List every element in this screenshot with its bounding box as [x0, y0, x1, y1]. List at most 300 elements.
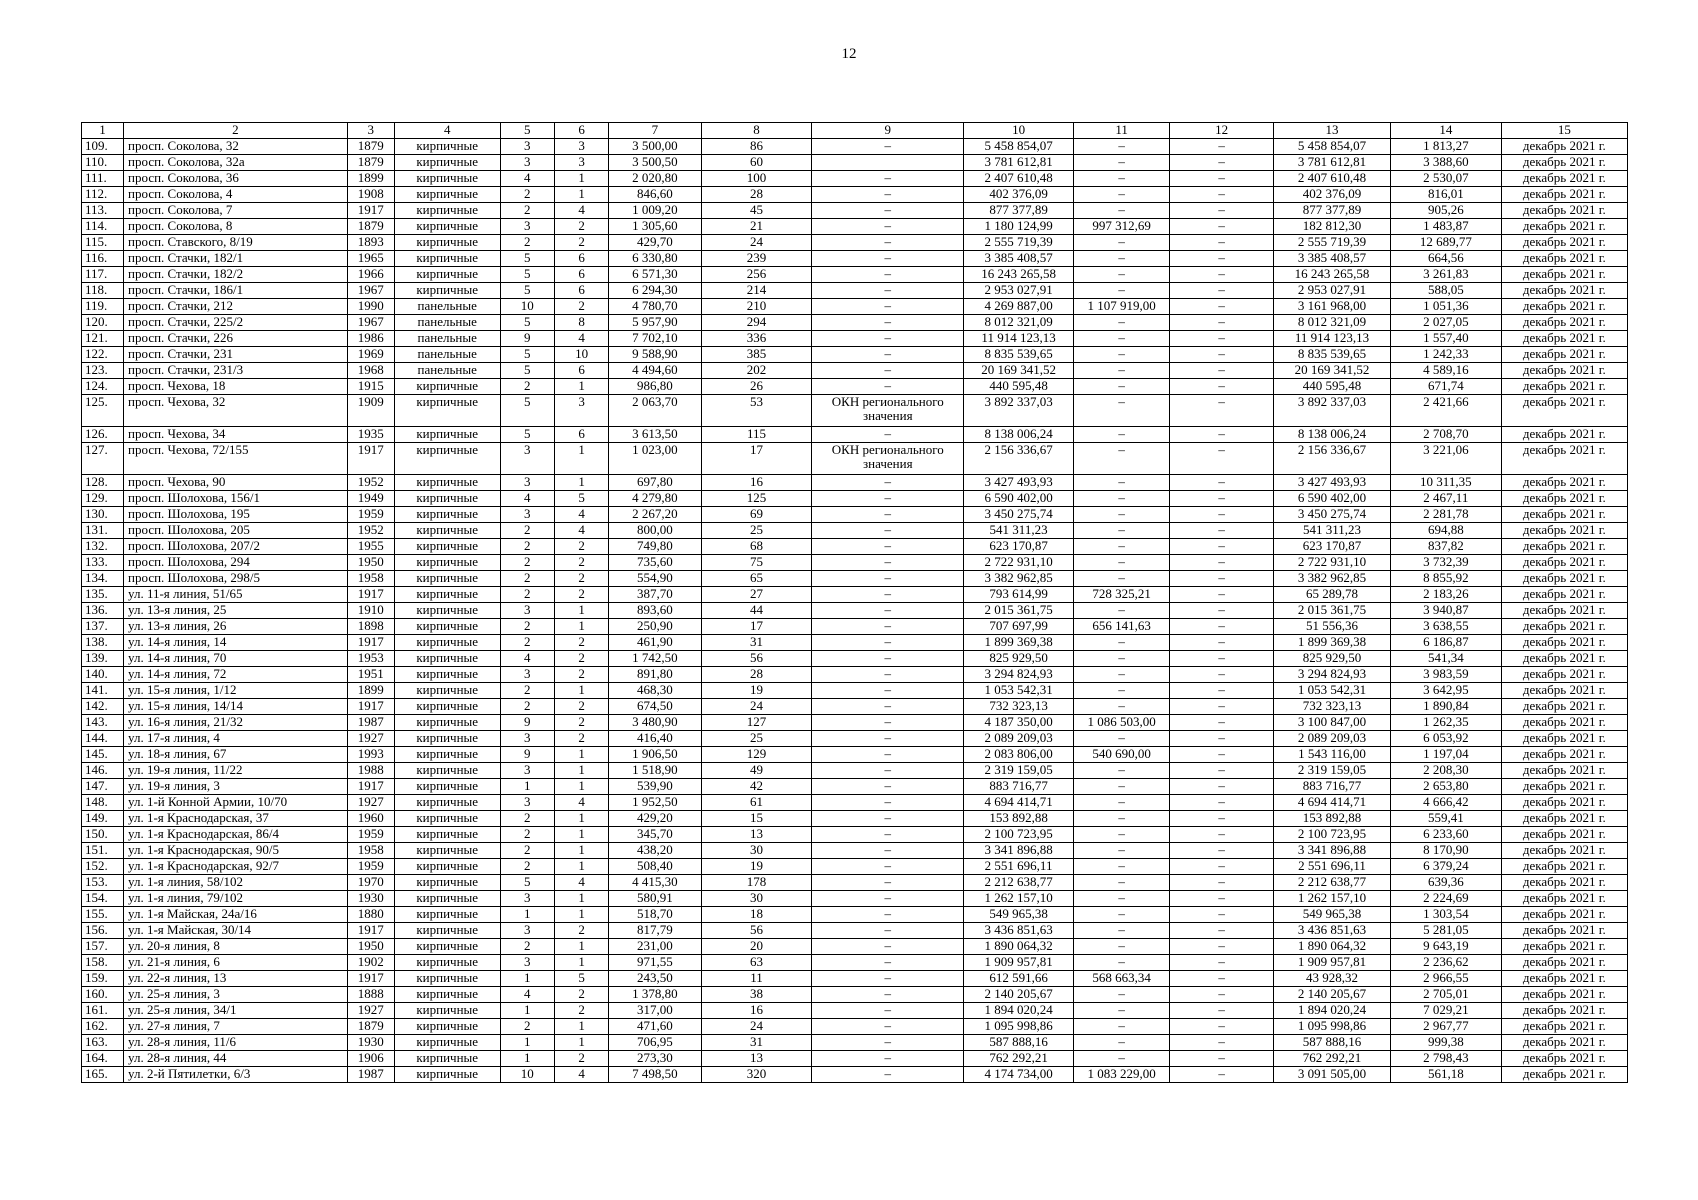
table-cell: кирпичные — [394, 1019, 500, 1035]
table-cell: 2 — [500, 827, 554, 843]
table-cell: кирпичные — [394, 795, 500, 811]
table-cell: – — [812, 475, 964, 491]
table-cell: декабрь 2021 г. — [1501, 843, 1627, 859]
table-cell: кирпичные — [394, 859, 500, 875]
table-cell: кирпичные — [394, 763, 500, 779]
table-cell: – — [812, 347, 964, 363]
table-cell: ул. 1-я Майская, 24а/16 — [124, 907, 348, 923]
table-cell: декабрь 2021 г. — [1501, 763, 1627, 779]
table-cell: 150. — [82, 827, 124, 843]
table-cell: 178 — [701, 875, 812, 891]
table-cell: 20 169 341,52 — [1273, 363, 1390, 379]
table-cell: 113. — [82, 203, 124, 219]
table-cell: 13 — [701, 1051, 812, 1067]
table-cell: 1 890 064,32 — [1273, 939, 1390, 955]
column-number: 4 — [394, 123, 500, 139]
table-cell: декабрь 2021 г. — [1501, 507, 1627, 523]
table-cell: 883 716,77 — [964, 779, 1074, 795]
table-cell: 1 262 157,10 — [1273, 891, 1390, 907]
table-cell: 20 — [701, 939, 812, 955]
table-cell: 231,00 — [609, 939, 701, 955]
table-cell: – — [1073, 235, 1169, 251]
table-cell: – — [1073, 635, 1169, 651]
table-row — [82, 571, 1628, 587]
table-row — [82, 955, 1628, 971]
table-cell: 3 — [500, 891, 554, 907]
table-cell: 6 — [554, 283, 608, 299]
table-cell: 1 — [554, 763, 608, 779]
table-cell: 3 — [500, 763, 554, 779]
table-cell: кирпичные — [394, 395, 500, 427]
table-cell: – — [812, 507, 964, 523]
table-cell: 554,90 — [609, 571, 701, 587]
table-row — [82, 491, 1628, 507]
table-cell: 60 — [701, 155, 812, 171]
table-cell: кирпичные — [394, 715, 500, 731]
column-number: 6 — [554, 123, 608, 139]
table-cell: – — [812, 891, 964, 907]
table-cell: – — [1073, 427, 1169, 443]
table-cell: ул. 20-я линия, 8 — [124, 939, 348, 955]
table-cell: – — [1170, 779, 1274, 795]
table-cell: 1917 — [347, 587, 394, 603]
table-cell: 3 294 824,93 — [1273, 667, 1390, 683]
table-cell: 3 781 612,81 — [964, 155, 1074, 171]
table-cell: 1 — [554, 619, 608, 635]
table-cell: 3 382 962,85 — [1273, 571, 1390, 587]
table-cell: 588,05 — [1390, 283, 1501, 299]
table-cell: 587 888,16 — [964, 1035, 1074, 1051]
table-cell: 44 — [701, 603, 812, 619]
table-cell: 1958 — [347, 571, 394, 587]
table-cell: 385 — [701, 347, 812, 363]
table-cell: – — [812, 1019, 964, 1035]
table-cell: 2 705,01 — [1390, 987, 1501, 1003]
table-cell: 120. — [82, 315, 124, 331]
table-cell: 1906 — [347, 1051, 394, 1067]
table-cell: 17 — [701, 443, 812, 475]
table-cell: декабрь 2021 г. — [1501, 715, 1627, 731]
table-cell: 2 — [500, 571, 554, 587]
table-cell: 8 170,90 — [1390, 843, 1501, 859]
table-cell: 24 — [701, 235, 812, 251]
table-row — [82, 203, 1628, 219]
table-cell: 2 551 696,11 — [1273, 859, 1390, 875]
table-cell: 1 — [500, 779, 554, 795]
table-row — [82, 1067, 1628, 1083]
table-cell: 1 — [554, 811, 608, 827]
table-cell: кирпичные — [394, 155, 500, 171]
table-cell: декабрь 2021 г. — [1501, 139, 1627, 155]
table-cell: 3 500,00 — [609, 139, 701, 155]
table-cell: 561,18 — [1390, 1067, 1501, 1083]
table-cell: – — [812, 171, 964, 187]
table-cell: – — [812, 315, 964, 331]
table-cell: 136. — [82, 603, 124, 619]
table-cell: 2 015 361,75 — [964, 603, 1074, 619]
table-cell: 4 279,80 — [609, 491, 701, 507]
table-cell: 2 — [554, 731, 608, 747]
table-cell: 800,00 — [609, 523, 701, 539]
table-cell: 1 095 998,86 — [1273, 1019, 1390, 1035]
table-cell: 1 — [554, 827, 608, 843]
table-cell: 2 — [500, 539, 554, 555]
table-cell: 402 376,09 — [964, 187, 1074, 203]
table-cell: 122. — [82, 347, 124, 363]
table-cell: – — [812, 939, 964, 955]
table-cell: 1 053 542,31 — [964, 683, 1074, 699]
table-cell: 1880 — [347, 907, 394, 923]
table-cell: 3 — [500, 923, 554, 939]
table-cell: 112. — [82, 187, 124, 203]
table-cell: 1 242,33 — [1390, 347, 1501, 363]
table-cell: 2 555 719,39 — [1273, 235, 1390, 251]
table-cell: – — [1073, 571, 1169, 587]
table-cell: 161. — [82, 1003, 124, 1019]
table-cell: 163. — [82, 1035, 124, 1051]
table-cell: кирпичные — [394, 667, 500, 683]
table-cell: декабрь 2021 г. — [1501, 699, 1627, 715]
table-cell: 4 — [500, 651, 554, 667]
table-cell: – — [1170, 619, 1274, 635]
table-cell: просп. Стачки, 225/2 — [124, 315, 348, 331]
table-cell: 1 — [554, 939, 608, 955]
table-cell: 549 965,38 — [1273, 907, 1390, 923]
table-cell: 16 — [701, 475, 812, 491]
table-cell: декабрь 2021 г. — [1501, 203, 1627, 219]
table-row — [82, 331, 1628, 347]
table-cell: 6 330,80 — [609, 251, 701, 267]
table-row — [82, 843, 1628, 859]
table-cell: 1 262,35 — [1390, 715, 1501, 731]
table-cell: 1 095 998,86 — [964, 1019, 1074, 1035]
table-cell: 1952 — [347, 475, 394, 491]
table-cell: 9 — [500, 747, 554, 763]
table-cell: декабрь 2021 г. — [1501, 1035, 1627, 1051]
table-cell: – — [1170, 795, 1274, 811]
table-cell: 1917 — [347, 443, 394, 475]
table-cell: 43 928,32 — [1273, 971, 1390, 987]
table-cell: 63 — [701, 955, 812, 971]
table-cell: декабрь 2021 г. — [1501, 731, 1627, 747]
table-cell: 16 243 265,58 — [964, 267, 1074, 283]
column-number: 14 — [1390, 123, 1501, 139]
column-number: 12 — [1170, 123, 1274, 139]
table-cell: – — [1073, 267, 1169, 283]
table-cell: 416,40 — [609, 731, 701, 747]
table-cell: 3 — [554, 395, 608, 427]
table-cell: 3 983,59 — [1390, 667, 1501, 683]
register-table — [81, 122, 1628, 1083]
table-cell: 2 953 027,91 — [964, 283, 1074, 299]
table-cell: кирпичные — [394, 1051, 500, 1067]
table-cell: 3 — [500, 731, 554, 747]
table-cell: 1917 — [347, 923, 394, 939]
table-cell: – — [812, 843, 964, 859]
table-cell: 3 427 493,93 — [964, 475, 1074, 491]
table-cell: 1959 — [347, 827, 394, 843]
table-cell: 656 141,63 — [1073, 619, 1169, 635]
table-cell: 2 100 723,95 — [1273, 827, 1390, 843]
table-cell: 1990 — [347, 299, 394, 315]
table-cell: – — [1170, 587, 1274, 603]
table-cell: 2 212 638,77 — [1273, 875, 1390, 891]
table-cell: – — [1073, 795, 1169, 811]
table-cell: 2 — [500, 635, 554, 651]
table-cell: кирпичные — [394, 555, 500, 571]
table-row — [82, 587, 1628, 603]
table-cell: декабрь 2021 г. — [1501, 891, 1627, 907]
table-cell: – — [812, 331, 964, 347]
table-cell: 1950 — [347, 555, 394, 571]
table-cell: 2 140 205,67 — [964, 987, 1074, 1003]
table-cell: 1917 — [347, 971, 394, 987]
table-cell: – — [812, 571, 964, 587]
table-cell: декабрь 2021 г. — [1501, 299, 1627, 315]
table-cell: 1927 — [347, 795, 394, 811]
table-cell: 440 595,48 — [1273, 379, 1390, 395]
table-cell: 2 — [554, 987, 608, 1003]
table-cell: 1 — [554, 891, 608, 907]
table-cell: 825 929,50 — [1273, 651, 1390, 667]
table-cell: 159. — [82, 971, 124, 987]
table-cell: 664,56 — [1390, 251, 1501, 267]
table-cell: 5 — [500, 363, 554, 379]
table-cell: декабрь 2021 г. — [1501, 251, 1627, 267]
table-cell: 3 100 847,00 — [1273, 715, 1390, 731]
table-cell: – — [1073, 475, 1169, 491]
table-cell: 210 — [701, 299, 812, 315]
table-cell: 19 — [701, 859, 812, 875]
table-cell: ул. 14-я линия, 70 — [124, 651, 348, 667]
table-cell: 160. — [82, 987, 124, 1003]
table-cell: 11 914 123,13 — [964, 331, 1074, 347]
table-cell: 1917 — [347, 635, 394, 651]
table-cell: ул. 2-й Пятилетки, 6/3 — [124, 1067, 348, 1083]
table-cell: – — [812, 219, 964, 235]
table-cell: – — [1170, 811, 1274, 827]
table-cell: кирпичные — [394, 603, 500, 619]
table-cell: 3 — [500, 475, 554, 491]
table-cell: 3 — [554, 139, 608, 155]
table-cell: 243,50 — [609, 971, 701, 987]
table-cell: кирпичные — [394, 811, 500, 827]
column-number: 15 — [1501, 123, 1627, 139]
table-cell: декабрь 2021 г. — [1501, 155, 1627, 171]
table-cell: декабрь 2021 г. — [1501, 971, 1627, 987]
table-cell: 2 — [500, 843, 554, 859]
table-cell: – — [1170, 875, 1274, 891]
table-cell: 2 722 931,10 — [1273, 555, 1390, 571]
table-cell: 128. — [82, 475, 124, 491]
table-cell: 387,70 — [609, 587, 701, 603]
table-cell: ул. 28-я линия, 44 — [124, 1051, 348, 1067]
table-row — [82, 1019, 1628, 1035]
table-cell: – — [812, 139, 964, 155]
table-cell: 559,41 — [1390, 811, 1501, 827]
table-cell: 6 233,60 — [1390, 827, 1501, 843]
table-cell: 825 929,50 — [964, 651, 1074, 667]
table-cell: кирпичные — [394, 891, 500, 907]
table-cell: 1967 — [347, 315, 394, 331]
table-cell: 2 — [500, 203, 554, 219]
table-cell: – — [1073, 139, 1169, 155]
table-cell: – — [812, 1067, 964, 1083]
table-cell: декабрь 2021 г. — [1501, 171, 1627, 187]
table-cell: просп. Соколова, 32 — [124, 139, 348, 155]
table-cell: 18 — [701, 907, 812, 923]
table-cell: 3 161 968,00 — [1273, 299, 1390, 315]
table-cell: – — [812, 427, 964, 443]
table-cell: 1 — [500, 1035, 554, 1051]
table-cell: декабрь 2021 г. — [1501, 907, 1627, 923]
table-cell: декабрь 2021 г. — [1501, 331, 1627, 347]
table-cell: 114. — [82, 219, 124, 235]
table-cell: кирпичные — [394, 139, 500, 155]
table-cell: 2 281,78 — [1390, 507, 1501, 523]
table-cell: 2 — [554, 651, 608, 667]
table-cell: – — [1170, 603, 1274, 619]
table-cell: 1 — [554, 683, 608, 699]
table-cell: 5 — [500, 251, 554, 267]
table-cell: 5 957,90 — [609, 315, 701, 331]
table-cell: 2 — [500, 235, 554, 251]
table-cell: 1 894 020,24 — [1273, 1003, 1390, 1019]
table-row — [82, 1003, 1628, 1019]
table-cell: – — [812, 827, 964, 843]
table-cell: 4 174 734,00 — [964, 1067, 1074, 1083]
table-cell: – — [1170, 299, 1274, 315]
table-cell: 671,74 — [1390, 379, 1501, 395]
table-cell: – — [812, 699, 964, 715]
table-cell: 2 — [500, 619, 554, 635]
table-cell: 2 708,70 — [1390, 427, 1501, 443]
table-cell: 1993 — [347, 747, 394, 763]
table-cell: 3 294 824,93 — [964, 667, 1074, 683]
table-cell: 129 — [701, 747, 812, 763]
table-cell: 7 029,21 — [1390, 1003, 1501, 1019]
table-cell: ул. 1-й Конной Армии, 10/70 — [124, 795, 348, 811]
table-cell: 69 — [701, 507, 812, 523]
table-cell: кирпичные — [394, 427, 500, 443]
table-cell: 986,80 — [609, 379, 701, 395]
table-cell: 5 458 854,07 — [964, 139, 1074, 155]
table-cell: – — [812, 971, 964, 987]
table-cell: 202 — [701, 363, 812, 379]
table-cell: 156. — [82, 923, 124, 939]
table-row — [82, 299, 1628, 315]
table-cell: 121. — [82, 331, 124, 347]
table-cell: кирпичные — [394, 539, 500, 555]
table-cell: 7 498,50 — [609, 1067, 701, 1083]
table-cell: 45 — [701, 203, 812, 219]
table-cell: 2 555 719,39 — [964, 235, 1074, 251]
table-cell: 116. — [82, 251, 124, 267]
table-cell: 19 — [701, 683, 812, 699]
table-cell: 3 436 851,63 — [964, 923, 1074, 939]
table-cell: декабрь 2021 г. — [1501, 635, 1627, 651]
table-cell: 1987 — [347, 1067, 394, 1083]
table-cell: 2 — [554, 299, 608, 315]
table-cell: 11 — [701, 971, 812, 987]
table-cell: 2 966,55 — [1390, 971, 1501, 987]
table-cell: 2 224,69 — [1390, 891, 1501, 907]
table-cell: декабрь 2021 г. — [1501, 955, 1627, 971]
table-cell: – — [1170, 155, 1274, 171]
table-cell: 2 551 696,11 — [964, 859, 1074, 875]
table-cell: – — [1073, 891, 1169, 907]
table-cell: 2 722 931,10 — [964, 555, 1074, 571]
table-cell: 239 — [701, 251, 812, 267]
table-cell: – — [1170, 523, 1274, 539]
table-cell: 674,50 — [609, 699, 701, 715]
table-cell: кирпичные — [394, 267, 500, 283]
table-cell: 3 613,50 — [609, 427, 701, 443]
table-cell: 3 341 896,88 — [964, 843, 1074, 859]
table-cell: кирпичные — [394, 1035, 500, 1051]
table-cell: 25 — [701, 731, 812, 747]
table-cell: 4 — [554, 331, 608, 347]
table-cell: – — [1073, 315, 1169, 331]
table-cell: 42 — [701, 779, 812, 795]
table-cell: 1917 — [347, 699, 394, 715]
table-cell: 115 — [701, 427, 812, 443]
table-cell: ул. 15-я линия, 1/12 — [124, 683, 348, 699]
table-cell: 3 892 337,03 — [964, 395, 1074, 427]
table-cell: 1 009,20 — [609, 203, 701, 219]
table-cell: просп. Чехова, 32 — [124, 395, 348, 427]
table-cell: декабрь 2021 г. — [1501, 267, 1627, 283]
table-cell: 10 — [554, 347, 608, 363]
table-cell: 123. — [82, 363, 124, 379]
table-cell: ул. 16-я линия, 21/32 — [124, 715, 348, 731]
table-cell: 2 798,43 — [1390, 1051, 1501, 1067]
table-cell: кирпичные — [394, 507, 500, 523]
table-cell: 1950 — [347, 939, 394, 955]
table-cell: – — [812, 875, 964, 891]
table-cell: кирпичные — [394, 827, 500, 843]
table-cell: 3 427 493,93 — [1273, 475, 1390, 491]
table-cell: – — [1170, 427, 1274, 443]
table-row — [82, 651, 1628, 667]
table-cell: декабрь 2021 г. — [1501, 571, 1627, 587]
table-cell: 816,01 — [1390, 187, 1501, 203]
table-cell: просп. Стачки, 212 — [124, 299, 348, 315]
table-cell: 1 894 020,24 — [964, 1003, 1074, 1019]
table-cell: 132. — [82, 539, 124, 555]
table-cell: – — [1170, 491, 1274, 507]
table-cell: – — [1170, 827, 1274, 843]
table-cell: – — [1073, 539, 1169, 555]
column-number: 10 — [964, 123, 1074, 139]
table-cell: 6 590 402,00 — [964, 491, 1074, 507]
table-cell: декабрь 2021 г. — [1501, 347, 1627, 363]
table-cell: 27 — [701, 587, 812, 603]
table-cell: декабрь 2021 г. — [1501, 1051, 1627, 1067]
table-cell: 2 027,05 — [1390, 315, 1501, 331]
table-cell: просп. Соколова, 36 — [124, 171, 348, 187]
table-cell: ул. 1-я Краснодарская, 90/5 — [124, 843, 348, 859]
table-cell: – — [812, 667, 964, 683]
table-cell: 4 415,30 — [609, 875, 701, 891]
table-cell: – — [1073, 507, 1169, 523]
table-cell: декабрь 2021 г. — [1501, 651, 1627, 667]
table-cell: 735,60 — [609, 555, 701, 571]
table-cell: 146. — [82, 763, 124, 779]
table-cell: 1988 — [347, 763, 394, 779]
table-cell: 1 909 957,81 — [1273, 955, 1390, 971]
table-cell: 214 — [701, 283, 812, 299]
